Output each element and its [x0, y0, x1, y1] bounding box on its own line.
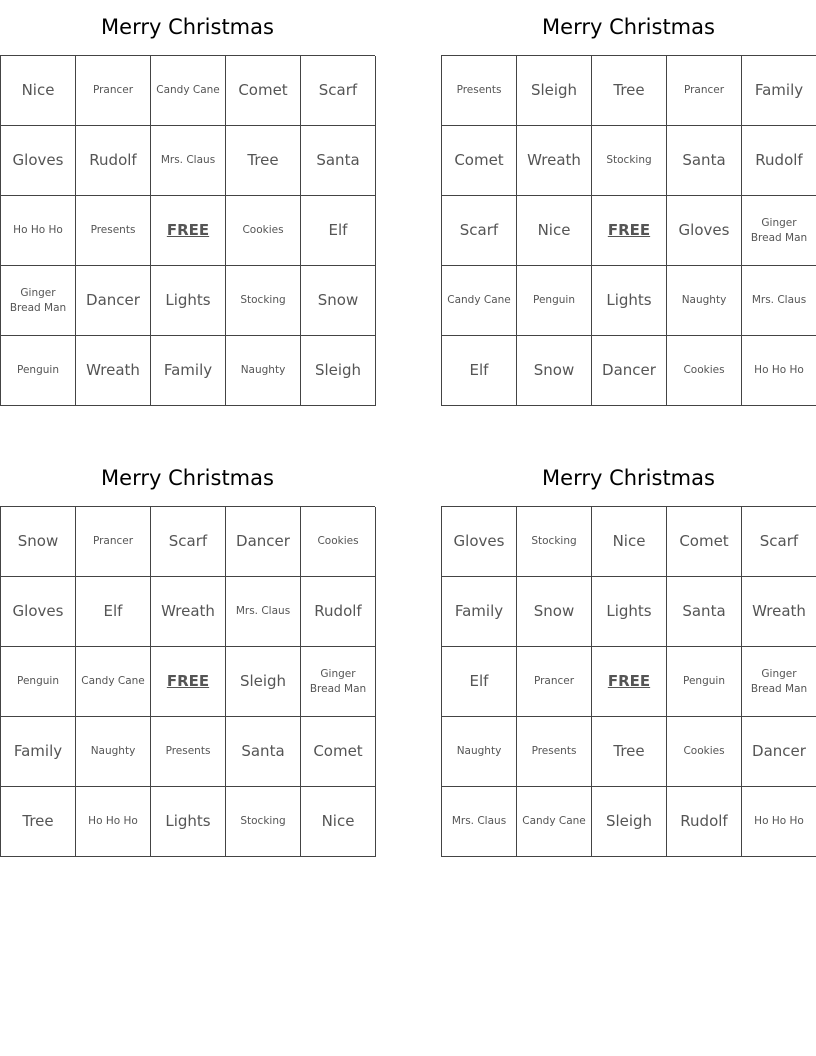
bingo-cell: Ho Ho Ho [742, 787, 816, 857]
bingo-cell: Family [1, 717, 76, 787]
bingo-cell: Ho Ho Ho [742, 336, 816, 406]
bingo-cell: Lights [151, 266, 226, 336]
bingo-cell: Comet [667, 507, 742, 577]
bingo-cell: Naughty [226, 336, 301, 406]
bingo-cell: Rudolf [742, 126, 816, 196]
bingo-cell: Naughty [442, 717, 517, 787]
bingo-cell: Nice [1, 56, 76, 126]
bingo-cell: Elf [442, 647, 517, 717]
bingo-cell: Santa [667, 577, 742, 647]
bingo-cell: Penguin [517, 266, 592, 336]
bingo-cell: Mrs. Claus [226, 577, 301, 647]
bingo-cell: Penguin [1, 647, 76, 717]
bingo-cell: Scarf [742, 507, 816, 577]
bingo-cell: Rudolf [667, 787, 742, 857]
bingo-cell: Gloves [1, 577, 76, 647]
bingo-cell: Candy Cane [76, 647, 151, 717]
bingo-cell: Ginger Bread Man [742, 647, 816, 717]
bingo-cell: Cookies [667, 336, 742, 406]
bingo-cell: Scarf [442, 196, 517, 266]
free-space-cell: FREE [151, 647, 226, 717]
bingo-cell: Wreath [742, 577, 816, 647]
bingo-cell: Naughty [667, 266, 742, 336]
bingo-cell: Snow [1, 507, 76, 577]
bingo-cell: Santa [226, 717, 301, 787]
bingo-cell: Naughty [76, 717, 151, 787]
bingo-cell: Comet [226, 56, 301, 126]
bingo-cell: Penguin [667, 647, 742, 717]
bingo-cell: Stocking [517, 507, 592, 577]
bingo-cell: Lights [151, 787, 226, 857]
card-title: Merry Christmas [542, 15, 715, 39]
bingo-cell: Wreath [151, 577, 226, 647]
bingo-cell: Candy Cane [517, 787, 592, 857]
bingo-cell: Gloves [1, 126, 76, 196]
bingo-card-1 [0, 0, 375, 406]
bingo-cell: Tree [226, 126, 301, 196]
bingo-cell: Elf [301, 196, 376, 266]
bingo-cell: Gloves [667, 196, 742, 266]
bingo-cell: Snow [301, 266, 376, 336]
bingo-cell: Nice [517, 196, 592, 266]
bingo-cell: Rudolf [301, 577, 376, 647]
bingo-cell: Stocking [226, 266, 301, 336]
bingo-cell: Mrs. Claus [742, 266, 816, 336]
bingo-grid [0, 55, 375, 406]
bingo-cell: Wreath [517, 126, 592, 196]
bingo-cell: Sleigh [517, 56, 592, 126]
bingo-cell: Ginger Bread Man [1, 266, 76, 336]
bingo-cell: Stocking [226, 787, 301, 857]
bingo-cell: Dancer [592, 336, 667, 406]
free-space-cell: FREE [151, 196, 226, 266]
bingo-cell: Nice [592, 507, 667, 577]
bingo-cell: Snow [517, 336, 592, 406]
bingo-cell: Wreath [76, 336, 151, 406]
bingo-card-3 [0, 451, 375, 857]
bingo-cell: Elf [442, 336, 517, 406]
bingo-grid [441, 506, 816, 857]
bingo-cell: Tree [592, 56, 667, 126]
card-title: Merry Christmas [101, 15, 274, 39]
bingo-cell: Sleigh [226, 647, 301, 717]
bingo-cell: Mrs. Claus [442, 787, 517, 857]
bingo-cell: Ginger Bread Man [301, 647, 376, 717]
bingo-cell: Nice [301, 787, 376, 857]
bingo-cell: Presents [442, 56, 517, 126]
card-title: Merry Christmas [101, 466, 274, 490]
bingo-cell: Dancer [76, 266, 151, 336]
bingo-cell: Presents [151, 717, 226, 787]
bingo-cell: Sleigh [301, 336, 376, 406]
bingo-cell: Dancer [742, 717, 816, 787]
bingo-cell: Scarf [151, 507, 226, 577]
bingo-cell: Prancer [76, 56, 151, 126]
bingo-cell: Santa [301, 126, 376, 196]
bingo-cell: Prancer [517, 647, 592, 717]
bingo-cell: Lights [592, 266, 667, 336]
bingo-cell: Prancer [76, 507, 151, 577]
bingo-cell: Family [151, 336, 226, 406]
bingo-cell: Mrs. Claus [151, 126, 226, 196]
bingo-cell: Ho Ho Ho [1, 196, 76, 266]
bingo-cell: Presents [517, 717, 592, 787]
bingo-cell: Presents [76, 196, 151, 266]
bingo-cell: Stocking [592, 126, 667, 196]
bingo-card-2 [441, 0, 816, 406]
bingo-card-4 [441, 451, 816, 857]
bingo-cell: Ginger Bread Man [742, 196, 816, 266]
bingo-cell: Cookies [667, 717, 742, 787]
bingo-cell: Family [442, 577, 517, 647]
bingo-grid [441, 55, 816, 406]
bingo-cell: Cookies [226, 196, 301, 266]
bingo-cell: Comet [442, 126, 517, 196]
bingo-cell: Comet [301, 717, 376, 787]
bingo-cell: Elf [76, 577, 151, 647]
bingo-cell: Sleigh [592, 787, 667, 857]
bingo-cell: Ho Ho Ho [76, 787, 151, 857]
bingo-cell: Scarf [301, 56, 376, 126]
bingo-cell: Snow [517, 577, 592, 647]
bingo-cell: Rudolf [76, 126, 151, 196]
bingo-grid [0, 506, 375, 857]
bingo-cell: Candy Cane [442, 266, 517, 336]
card-title: Merry Christmas [542, 466, 715, 490]
bingo-cell: Cookies [301, 507, 376, 577]
bingo-cell: Tree [1, 787, 76, 857]
bingo-cell: Gloves [442, 507, 517, 577]
bingo-cell: Candy Cane [151, 56, 226, 126]
bingo-cell: Lights [592, 577, 667, 647]
bingo-cell: Dancer [226, 507, 301, 577]
bingo-cell: Tree [592, 717, 667, 787]
bingo-cell: Penguin [1, 336, 76, 406]
bingo-cell: Family [742, 56, 816, 126]
free-space-cell: FREE [592, 196, 667, 266]
bingo-cell: Santa [667, 126, 742, 196]
free-space-cell: FREE [592, 647, 667, 717]
bingo-cell: Prancer [667, 56, 742, 126]
